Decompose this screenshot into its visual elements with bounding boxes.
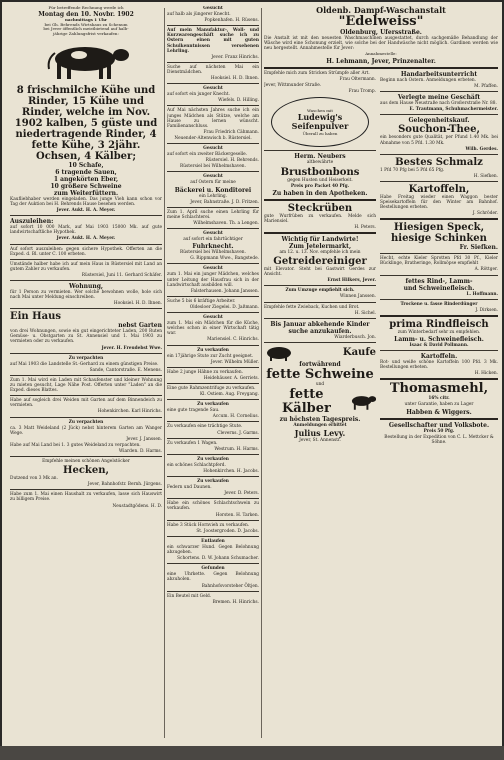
waschanstalt-title: Oldenb. Dampf-Waschanstalt xyxy=(316,6,446,15)
ad-signature: Rüstersiel. H. Behrends. xyxy=(205,158,259,164)
ad-signature: Falsterhausen. Johann Janssen. xyxy=(190,288,259,294)
landwirte-heading: Wichtig für Landwirte! xyxy=(281,236,359,244)
divider xyxy=(167,367,259,368)
ad-heading: Entlaufen xyxy=(201,538,225,544)
soap-line: Waschen mit xyxy=(307,108,333,114)
handarbeit-heading: Handarbeitsunterricht xyxy=(400,71,478,79)
ad-signature: Jever. D. Peters. xyxy=(224,491,259,497)
fette-tagespreis: zu höchsten Tagespreis. xyxy=(279,415,361,423)
wohnung-text: für 1 Person zu vermieten. Wer solche bewohnen wolle, hole sich nach Mai unter Meldung einschreiben. xyxy=(10,290,162,301)
ad-heading: Gesucht xyxy=(203,315,223,321)
divider xyxy=(380,253,498,254)
column-3 xyxy=(264,6,498,740)
verpachten-text: auf Mai 1903 die Landstelle St.-Gerhard zu einem günstigen Preise. xyxy=(10,361,159,367)
ad-text: gute Wurfrüben zu verkaufen. Melde sich Mariensiel. xyxy=(264,213,376,224)
divider xyxy=(10,489,162,490)
divider xyxy=(167,454,259,455)
ad-signature: St. Joostergroden. D. Jacobs. xyxy=(196,528,259,534)
divider xyxy=(380,378,498,380)
ad-heading: Gesucht xyxy=(203,86,223,92)
kartoffeln2-heading: Kartoffeln. xyxy=(420,353,458,361)
ad-signature: M. Pfaffen. xyxy=(474,84,498,90)
ad-signature: H. Peters. xyxy=(354,224,376,230)
cattle-line: 10 Schafe, xyxy=(68,161,104,169)
ad-signature: Frau Oltermann. xyxy=(339,77,376,83)
verpachten-heading: Zu verpachten xyxy=(68,355,104,361)
haus-heading: Ein Haus xyxy=(10,311,62,323)
ad-signature: Rüstersiel, Juni 11. Gerhard Schäfer. xyxy=(81,272,162,278)
ad-signature: Hooksiel. H. D. Ihnen. xyxy=(113,301,162,307)
cattle-line: 10 größere Schweine xyxy=(50,182,122,190)
divider xyxy=(264,302,376,303)
ad-signature: Hohenkirchen. H. Jacobs. xyxy=(203,469,259,474)
ad-signature: Habben & Wiggers. xyxy=(406,408,472,416)
divider xyxy=(167,25,259,26)
neuber-text: gegen Husten und Heiserkeit. xyxy=(287,177,353,183)
ad-text: Umstände halber habe ich auf mein Haus in Rüstersiel mit Land an gutem Zahler zu verkaufen. xyxy=(10,261,162,272)
divider xyxy=(167,263,259,264)
divider xyxy=(167,312,259,313)
ad-signature: Oldesloer Ziegelei. D. Jaßmann. xyxy=(189,304,259,310)
divider xyxy=(167,171,259,172)
insertion-text: Bis Januar abkehende Kinder suche anzukaufen. xyxy=(270,320,370,335)
cattle-note: Kaufliebhaber werden eingeladen. Das junge Vieh kann schon vor Tag der Auktion bei H. Behrends Hause besehen werden. xyxy=(10,196,162,208)
cattle-line: 1 angekörten Eber, xyxy=(53,175,119,183)
fuhrknecht-heading: Fuhrknecht. xyxy=(192,243,234,251)
kaelber-row xyxy=(264,388,376,416)
ad-heading: Gesucht xyxy=(203,174,223,180)
thomasmehl-heading: Thomasmehl, xyxy=(389,381,489,397)
ad-signature: H. Sichel. xyxy=(354,310,376,316)
divider xyxy=(167,421,259,422)
ad-signature: Wiarden. D. Harms. xyxy=(118,448,162,454)
ad-signature: Winnen Janssen. xyxy=(339,294,376,300)
auction-intro-line: bei Jever öffentlich meistbietend auf halb- xyxy=(43,26,129,32)
divider xyxy=(264,285,376,286)
ad-signature: Neustadtgödens. H. D. xyxy=(112,503,162,509)
column-rule xyxy=(261,8,262,738)
schinken-heading: hiesige Schinken xyxy=(391,233,487,245)
ad-text: Habe 2 junge Hähne zu verkaufen. xyxy=(167,369,243,375)
ad-heading: Zu verkaufen xyxy=(197,479,229,485)
divider xyxy=(10,244,162,245)
ad-text: Auf sofort auszuleihen: gegen sichere Hypothek. Offerten an die Exped. d. Bl. unter C. 100 erbeten. xyxy=(10,246,162,257)
ad-heading: Gefunden xyxy=(201,566,225,572)
divider xyxy=(167,207,259,208)
cattle-line: Ochsen, 4 Kälber; xyxy=(35,150,137,162)
ad-text: am 12. u. 13. Nov. empfehle ich mein xyxy=(279,250,361,256)
divider xyxy=(10,375,162,376)
ad-text: Eine gute Rahmzentrifuge zu verkaufen. xyxy=(167,385,256,391)
ad-text: Zu verkaufen 1 Wagen. xyxy=(167,440,218,446)
ad-text: Habe auf Mai Land bei 1. 3 gutes Weideland zu verpachten. xyxy=(10,442,141,448)
ad-signature: Jever. H. Freudebst Wwe. xyxy=(101,345,162,351)
ad-heading: Gesucht xyxy=(203,266,223,272)
edelweiss-title: "Edelweiss" xyxy=(338,14,424,29)
ad-text: Habe 3 Stück Hornvieh zu verkaufen. xyxy=(167,522,250,528)
cattle-line: 8 frischmilche Kühe und xyxy=(16,84,156,96)
neuber-price: Preis pro Packet 40 Pfg. xyxy=(290,183,350,189)
divider xyxy=(10,259,162,260)
divider xyxy=(10,395,162,396)
divider xyxy=(167,520,259,521)
divider xyxy=(380,275,498,276)
ad-text: Federn und Daunen. xyxy=(167,485,212,491)
ad-text: Habe ein schönes Schlachtschwein zu verkaufen. xyxy=(167,501,259,512)
verlegt-heading: Verlegte meine Geschäft xyxy=(397,94,481,102)
divider xyxy=(167,105,259,106)
row-two-col xyxy=(264,71,498,446)
gelegenheit-heading: Gelegenheitskauf. xyxy=(408,117,470,125)
ad-signature: Popkenhafen. H. Rüsens. xyxy=(204,18,259,24)
divider xyxy=(380,114,498,115)
ad-text: auf sofort ein zweiter Bäckergeselle. xyxy=(167,152,248,158)
ad-text: zum 1. Mai ein junger Mädchen, welches unter Leitung der Hausfrau sich in der Landwirtschaft ausbilden will. xyxy=(167,272,259,288)
ad-signature: Bremen. H. Hinrichs. xyxy=(212,599,259,605)
divider xyxy=(167,476,259,477)
ad-signature: Wilh. Gerdes. xyxy=(465,146,498,152)
divider xyxy=(10,280,162,281)
ad-signature: Mariensiel. C. Hinrichs. xyxy=(207,337,259,343)
ad-text: ein schwarzer Hund. Gegen Belohnung abzugeben. xyxy=(167,544,259,556)
ad-place: Jever, St. Annenstr. xyxy=(299,438,341,444)
ad-signature: E. Trautmann, Schuhmachermeister. xyxy=(409,107,498,113)
ad-signature: Jever, Bahnstraße. J. D. Fritzen. xyxy=(190,199,259,205)
auction-intro-line: jährige Zahlungsfrist verkaufen: xyxy=(53,31,119,37)
cattle-line: 1902 kalben, 5 güste und xyxy=(14,117,158,129)
ad-text: auf halb als jüngerer Knecht. xyxy=(167,12,231,18)
ad-text: zum 1. Mai ein Mädchen für die Küche, welches schon in einer Wirtschaft tätig war. xyxy=(167,321,259,337)
steckrueben-heading: Steckrüben xyxy=(287,202,353,214)
ad-signature: Heidehäuser. A. Gerriets. xyxy=(203,375,259,381)
divider xyxy=(10,308,162,309)
ad-text: eine gute tragende Sau. xyxy=(167,408,220,414)
kaufe-subheading: fortwährend xyxy=(299,360,341,368)
ad-signature: Westrum. H. Harms. xyxy=(214,446,259,452)
ad-text: Habe auf sogleich drei Weiden mit Garten auf dem Binnendeich zu vermieten. xyxy=(10,398,162,409)
speck-heading: Hiesigen Speck, xyxy=(393,222,485,234)
ad-text: Habe Freitag wieder einen Waggon bester Speisekartoffeln für den Winter am Bahnhof. Bestellungen erbeten. xyxy=(380,194,498,211)
divider xyxy=(10,456,162,457)
pig-illustration xyxy=(264,345,294,361)
ad-text: Habe zum 1. Mai einen Haushalt zu verkaufen, lasse sich Hauswirt zu billigem Preise. xyxy=(10,492,162,503)
baeckerei-heading: Bäckerei u. Konditorei xyxy=(174,186,252,194)
ad-text: ein Lehrling. xyxy=(199,193,227,199)
ad-text: Zu verkaufen eine trächtige Stute. xyxy=(167,424,243,430)
ad-signature: Frau Tromp. xyxy=(348,89,376,95)
kaufe-row xyxy=(264,345,376,361)
laden-text: Zum 1. Mai wird ein Laden mit Schaufenster und kleiner Wohnung zu mieten gesucht, Lage Nähe Post. Offerten unter "Laden" an die Exped. dieses Blattes. xyxy=(10,377,162,394)
divider xyxy=(167,62,259,63)
divider xyxy=(167,591,259,592)
soap-product: Seifenpulver xyxy=(291,121,349,132)
ad-text: auf sofort ein junger Knecht. xyxy=(167,92,230,98)
ad-text: auf sofort ein fahrtüchtiger xyxy=(183,237,243,243)
souchon-heading: Souchon-Thee, xyxy=(398,124,480,136)
garten-subheading: nebst Garten xyxy=(118,322,162,330)
divider xyxy=(380,299,498,300)
ad-signature: Wilhelmshaven. Th. a Lengen. xyxy=(193,220,259,226)
ad-signature: Jever. Wilhelm Müller. xyxy=(210,359,259,365)
auctioneer-signature: Jever. Aukt. H. A. Meyer. xyxy=(56,208,116,214)
subcol-left xyxy=(264,71,376,446)
waschanstalt-label: Annahmestelle: xyxy=(365,51,397,57)
loan-heading: Auszuleihen: xyxy=(10,218,54,226)
rind-subheading: und Schweinefleisch. xyxy=(403,284,475,292)
divider xyxy=(167,143,259,144)
auctioneer-signature: Jever. Aukt. H. A. Meyer. xyxy=(56,236,116,242)
ad-text: ein schönes Schlachtpferd. xyxy=(167,462,226,468)
ad-text: Zum Umzuge empfiehlt sich. xyxy=(285,288,355,294)
divider xyxy=(167,438,259,439)
ad-text: 1 Pfd 70 Pfg bei 5 Pfd 65 Pfg. xyxy=(380,167,445,173)
ad-signature: Isaac & David Pollmann. xyxy=(409,342,469,348)
ad-text: Empfehle mich zum Stricken Strümpfe aller Art. xyxy=(264,71,370,77)
ad-signature: Jever. Franz Hinrichs. xyxy=(211,54,259,60)
ad-signature: Hohenkirchen. Karl Hinrichs. xyxy=(97,409,162,415)
subcol-right xyxy=(380,71,498,446)
lamm-heading: Lamm- u. Schweinefleisch. xyxy=(394,335,484,343)
cattle-line: fette Kühe, 3 2jähr. xyxy=(31,139,141,151)
ad-signature: Ernst Hilkers, Jever. xyxy=(327,278,376,284)
divider xyxy=(264,199,376,201)
ad-signature: Bahnhofsvorsteher Öltjen. xyxy=(201,583,259,589)
ad-place: Neuender-Altenwisch b. Rüstersiel. xyxy=(174,135,252,141)
ad-text: Zum 1. April suche einen Lehrling für meine Schlachterei. xyxy=(167,209,259,220)
ad-signature: Jever, Bahnhofstr. Bernh. Jürgens. xyxy=(87,482,162,488)
neuber-text: altbewährte xyxy=(306,160,334,166)
divider xyxy=(380,350,498,351)
auction-date: Montag den 10. Novbr. 1902 xyxy=(38,10,134,18)
ad-heading: Zu verkaufen xyxy=(197,402,229,408)
ad-signature: Jever. J. Janssen. xyxy=(126,436,162,442)
divider xyxy=(167,536,259,537)
divider xyxy=(167,399,259,400)
waschanstalt-signature: H. Lehmann, Jever, Prinzenalter. xyxy=(326,58,436,66)
divider xyxy=(380,315,498,317)
ad-signature: Frau Friedrich Cähmann. xyxy=(203,129,259,135)
scan-edge xyxy=(0,746,504,760)
ad-text: unter Garantie, haben zu Lager xyxy=(404,402,474,408)
divider xyxy=(167,563,259,564)
kaufe-heading: Kaufe xyxy=(342,347,376,359)
ad-text: Auf Mai nächsten Jahres suche ich ein junges Mädchen als Stütze, welche am Hause zu lernen wünscht. Familienanschluss. xyxy=(167,108,259,129)
gesellschafter-heading: Gesellschafter und Volksbote. xyxy=(388,421,490,429)
divider xyxy=(380,418,498,420)
getreidereiniger-heading: Getreidereiniger xyxy=(273,256,367,268)
ad-text: Suche auf nächsten Mai ein Dienstmädchen. xyxy=(167,64,259,75)
ad-signature: Fr. Siefken. xyxy=(459,244,498,252)
fette-kaelber-heading: fette Kälber xyxy=(281,386,331,416)
neuber-brand: Herm. Neubers xyxy=(294,153,346,161)
gesellschafter-note: Bestellung in der Expedition von C. L. Mettcker & Söhne. xyxy=(384,434,494,445)
ad-heading: Zu verkaufen xyxy=(197,456,229,462)
divider xyxy=(264,342,376,343)
loan-text: auf sofort 10 000 Mark, auf Mai 1903 15000 Mk. auf gute landwirtschaftliche Hypothek. xyxy=(10,225,162,236)
divider xyxy=(380,181,498,182)
auction-intro-line: Für betreffende Rechnung werde ich xyxy=(48,6,124,10)
ad-text: Rot- und weiße schöne Kartoffeln 100 Pfd. 3 Mk. Bestellungen erbeten. xyxy=(380,360,498,371)
cow-illustration xyxy=(41,39,131,83)
ad-signature: Horsten. H. Tarken. xyxy=(215,512,259,518)
ad-signature: L. Hoffmann. xyxy=(466,291,498,297)
divider xyxy=(10,215,162,216)
garten-text: von drei Wohnungen, sowie ein gut eingerichteter Laden, 200 Ruten Gemüse- u. Obstgarten zu St. Annensiel und 1. Mai 1903 zu vermieten oder zu verkaufen. xyxy=(10,329,162,345)
auction-intro-line: bei Gh. Behrends Wirtshaus zu Schenum xyxy=(44,21,128,27)
ad-place: Jever, Wittmunder Straße. xyxy=(264,83,322,89)
waschanstalt-text: Die Anstalt ist mit den neuesten Waschmaschinen ausgestattet, durch sachgemäße Behandlung der Wäsche wird eine Schonung erzielt, wie solche bei der Handwäsche nicht möglich. Gardinen werden wie neu hergestellt. Annahmestelle für Jever: xyxy=(264,36,498,52)
ad-signature: J. Schröder. xyxy=(472,211,498,217)
ad-text: Hecht, echte Kieler Sprotten Pfd 30 Pf., Kieler Bücklinge, Bratheringe, Rollmöpse empfiehlt xyxy=(380,256,498,267)
divider xyxy=(167,228,259,229)
soap-brand: Ludewig's xyxy=(297,112,343,123)
ad-heading: Zu verkaufen xyxy=(197,347,229,353)
cattle-line: zum Weiterfüttern. xyxy=(53,189,119,197)
ad-place: Rüstersiel bei Wilhelmshaven. xyxy=(180,250,246,256)
neuber-apotheke: Zu haben in den Apotheken. xyxy=(272,189,368,197)
divider xyxy=(167,383,259,384)
calf-illustration xyxy=(349,394,376,410)
cattle-line: Rinder, 15 Kühe und xyxy=(27,95,145,107)
ad-text: zum Winterbedarf sehr zu empfehlen. xyxy=(397,329,481,335)
rindfleisch-heading: prima Rindfleisch xyxy=(389,318,489,330)
ad-signature: Wiefels. D. Hilling. xyxy=(218,98,259,104)
ad-text: aus dem Hause Neustraße nach Großerstraße Nr. 88. xyxy=(380,101,497,107)
divider xyxy=(264,150,376,151)
ad-signature: Wiarderbusch. Jon. xyxy=(334,334,376,340)
ad-text: Beginn nach Ostern. Anmeldungen erbeten. xyxy=(380,78,477,84)
fette-anmeldungen: Anmeldungen erbittet xyxy=(293,422,347,428)
divider xyxy=(380,218,498,220)
ad-text: ein besonders gute Qualität, per Pfund 1.40 Mk. bei Abnahme von 5 Pfd. 1.30 Mk. xyxy=(380,135,498,146)
hecken-text: Dutzend von 3 Mk an. xyxy=(10,476,58,482)
divider xyxy=(264,318,376,319)
ad-signature: G. Rippmann Wwe., Bangstede. xyxy=(190,256,259,262)
wohnung-heading: Wohnung, xyxy=(69,283,103,291)
ad-text: ein 17jährige Stute zur Zucht geeignet. xyxy=(167,353,254,359)
cattle-line: 6 tragende Sauen, xyxy=(55,168,117,176)
soap-advert xyxy=(271,97,369,147)
ad-signature: Schortens. D. W. Johann Schumacher. xyxy=(177,556,259,562)
ad-text: eine Uhrkette. Gegen Belohnung abzuholen. xyxy=(167,572,259,583)
column-2 xyxy=(167,6,259,740)
fette-schweine-heading: fette Schweine xyxy=(266,366,374,382)
ad-signature: Kl. Ostiem. Aug. Freygang. xyxy=(199,392,259,398)
cattle-line: Rinder, welche im Nov. xyxy=(21,106,151,118)
soap-line: Überall zu haben xyxy=(302,131,338,137)
divider xyxy=(167,83,259,84)
column-rule xyxy=(164,8,165,738)
hecken-intro: Empfehle meinen schönen Angelstöcker xyxy=(42,459,130,465)
trocken-heading: Trockene u. fasse Rinderdünger xyxy=(400,301,478,307)
schmalz-heading: Bestes Schmalz xyxy=(395,156,483,168)
ad-signature: A. Röttger. xyxy=(474,267,498,273)
ad-signature: Hooksiel. H. D. Ihnen. xyxy=(210,76,259,82)
verpachten-heading: Zu verpachten xyxy=(68,419,104,425)
waschanstalt-address: Oldenburg, Ufersstraße. xyxy=(340,29,422,36)
ad-text: mit Elevator. Steht bei Gastwirt Gerdes zur Ansicht. xyxy=(264,267,376,278)
divider xyxy=(167,345,259,346)
fette-und: und xyxy=(315,381,325,387)
landwirte-subheading: Zum Jetelermarkt, xyxy=(288,243,352,251)
column-1 xyxy=(10,6,162,740)
divider xyxy=(264,67,498,69)
divider xyxy=(10,417,162,418)
thomasmehl-sub: 16% citr. xyxy=(428,396,450,402)
divider xyxy=(10,353,162,354)
ad-signature: J. Dirksen. xyxy=(475,307,498,313)
ad-place: Rüstersiel bei Wilhelmshaven. xyxy=(180,164,246,170)
cattle-line: niedertragende Rinder, 4 xyxy=(15,128,157,140)
ad-text: ca. 3 Matt Weideland (2 Jück) nebst hinterem Garten am Wanger Wege. xyxy=(10,425,162,436)
ad-text: Suche 5 bis 6 kräftige Arbeiter. xyxy=(167,298,236,304)
kartoffeln-heading: Kartoffeln, xyxy=(408,183,470,195)
auction-time: nachmittags 1 Uhr xyxy=(64,16,107,22)
ad-text: auf Ostern für meine xyxy=(190,180,236,186)
divider xyxy=(167,296,259,297)
ad-text: Ein Beutel mit Geld. xyxy=(167,593,212,599)
ad-text: Empfehle fette Zwieback, Kuchen und Brot. xyxy=(264,304,360,310)
divider xyxy=(264,232,376,234)
hecken-heading: Hecken, xyxy=(63,465,109,477)
gesellschafter-price: Preis 50 Pfg. xyxy=(423,428,455,434)
ad-signature: H. Siefken. xyxy=(473,173,498,179)
brustbonbons-heading: Brustbonbons xyxy=(280,166,360,178)
ad-text: Auf mein Manufaktur-, Woll- und Kurzwarengeschäft suche ich zu Ostern einen mit guten Schulkenntnissen versehenen Lehrling. xyxy=(167,28,259,54)
ad-heading: Gesucht xyxy=(203,145,223,151)
ad-signature: Cleverns. J. Garms. xyxy=(217,430,259,436)
ad-signature: Accum. H. Cornelius. xyxy=(212,414,259,420)
divider xyxy=(380,154,498,155)
rind-heading: fettes Rind-, Lamm- xyxy=(405,277,473,285)
ad-signature: H. Hicken. xyxy=(474,371,498,377)
ad-heading: Gesucht xyxy=(203,6,223,11)
newspaper-page xyxy=(2,2,502,746)
ad-heading: Gesucht xyxy=(203,231,223,236)
ad-signature: Sande, Cantorstraße. E. Menens. xyxy=(89,367,162,373)
divider xyxy=(380,91,498,92)
fette-signature: Julius Levy. xyxy=(294,428,346,439)
divider xyxy=(167,498,259,499)
